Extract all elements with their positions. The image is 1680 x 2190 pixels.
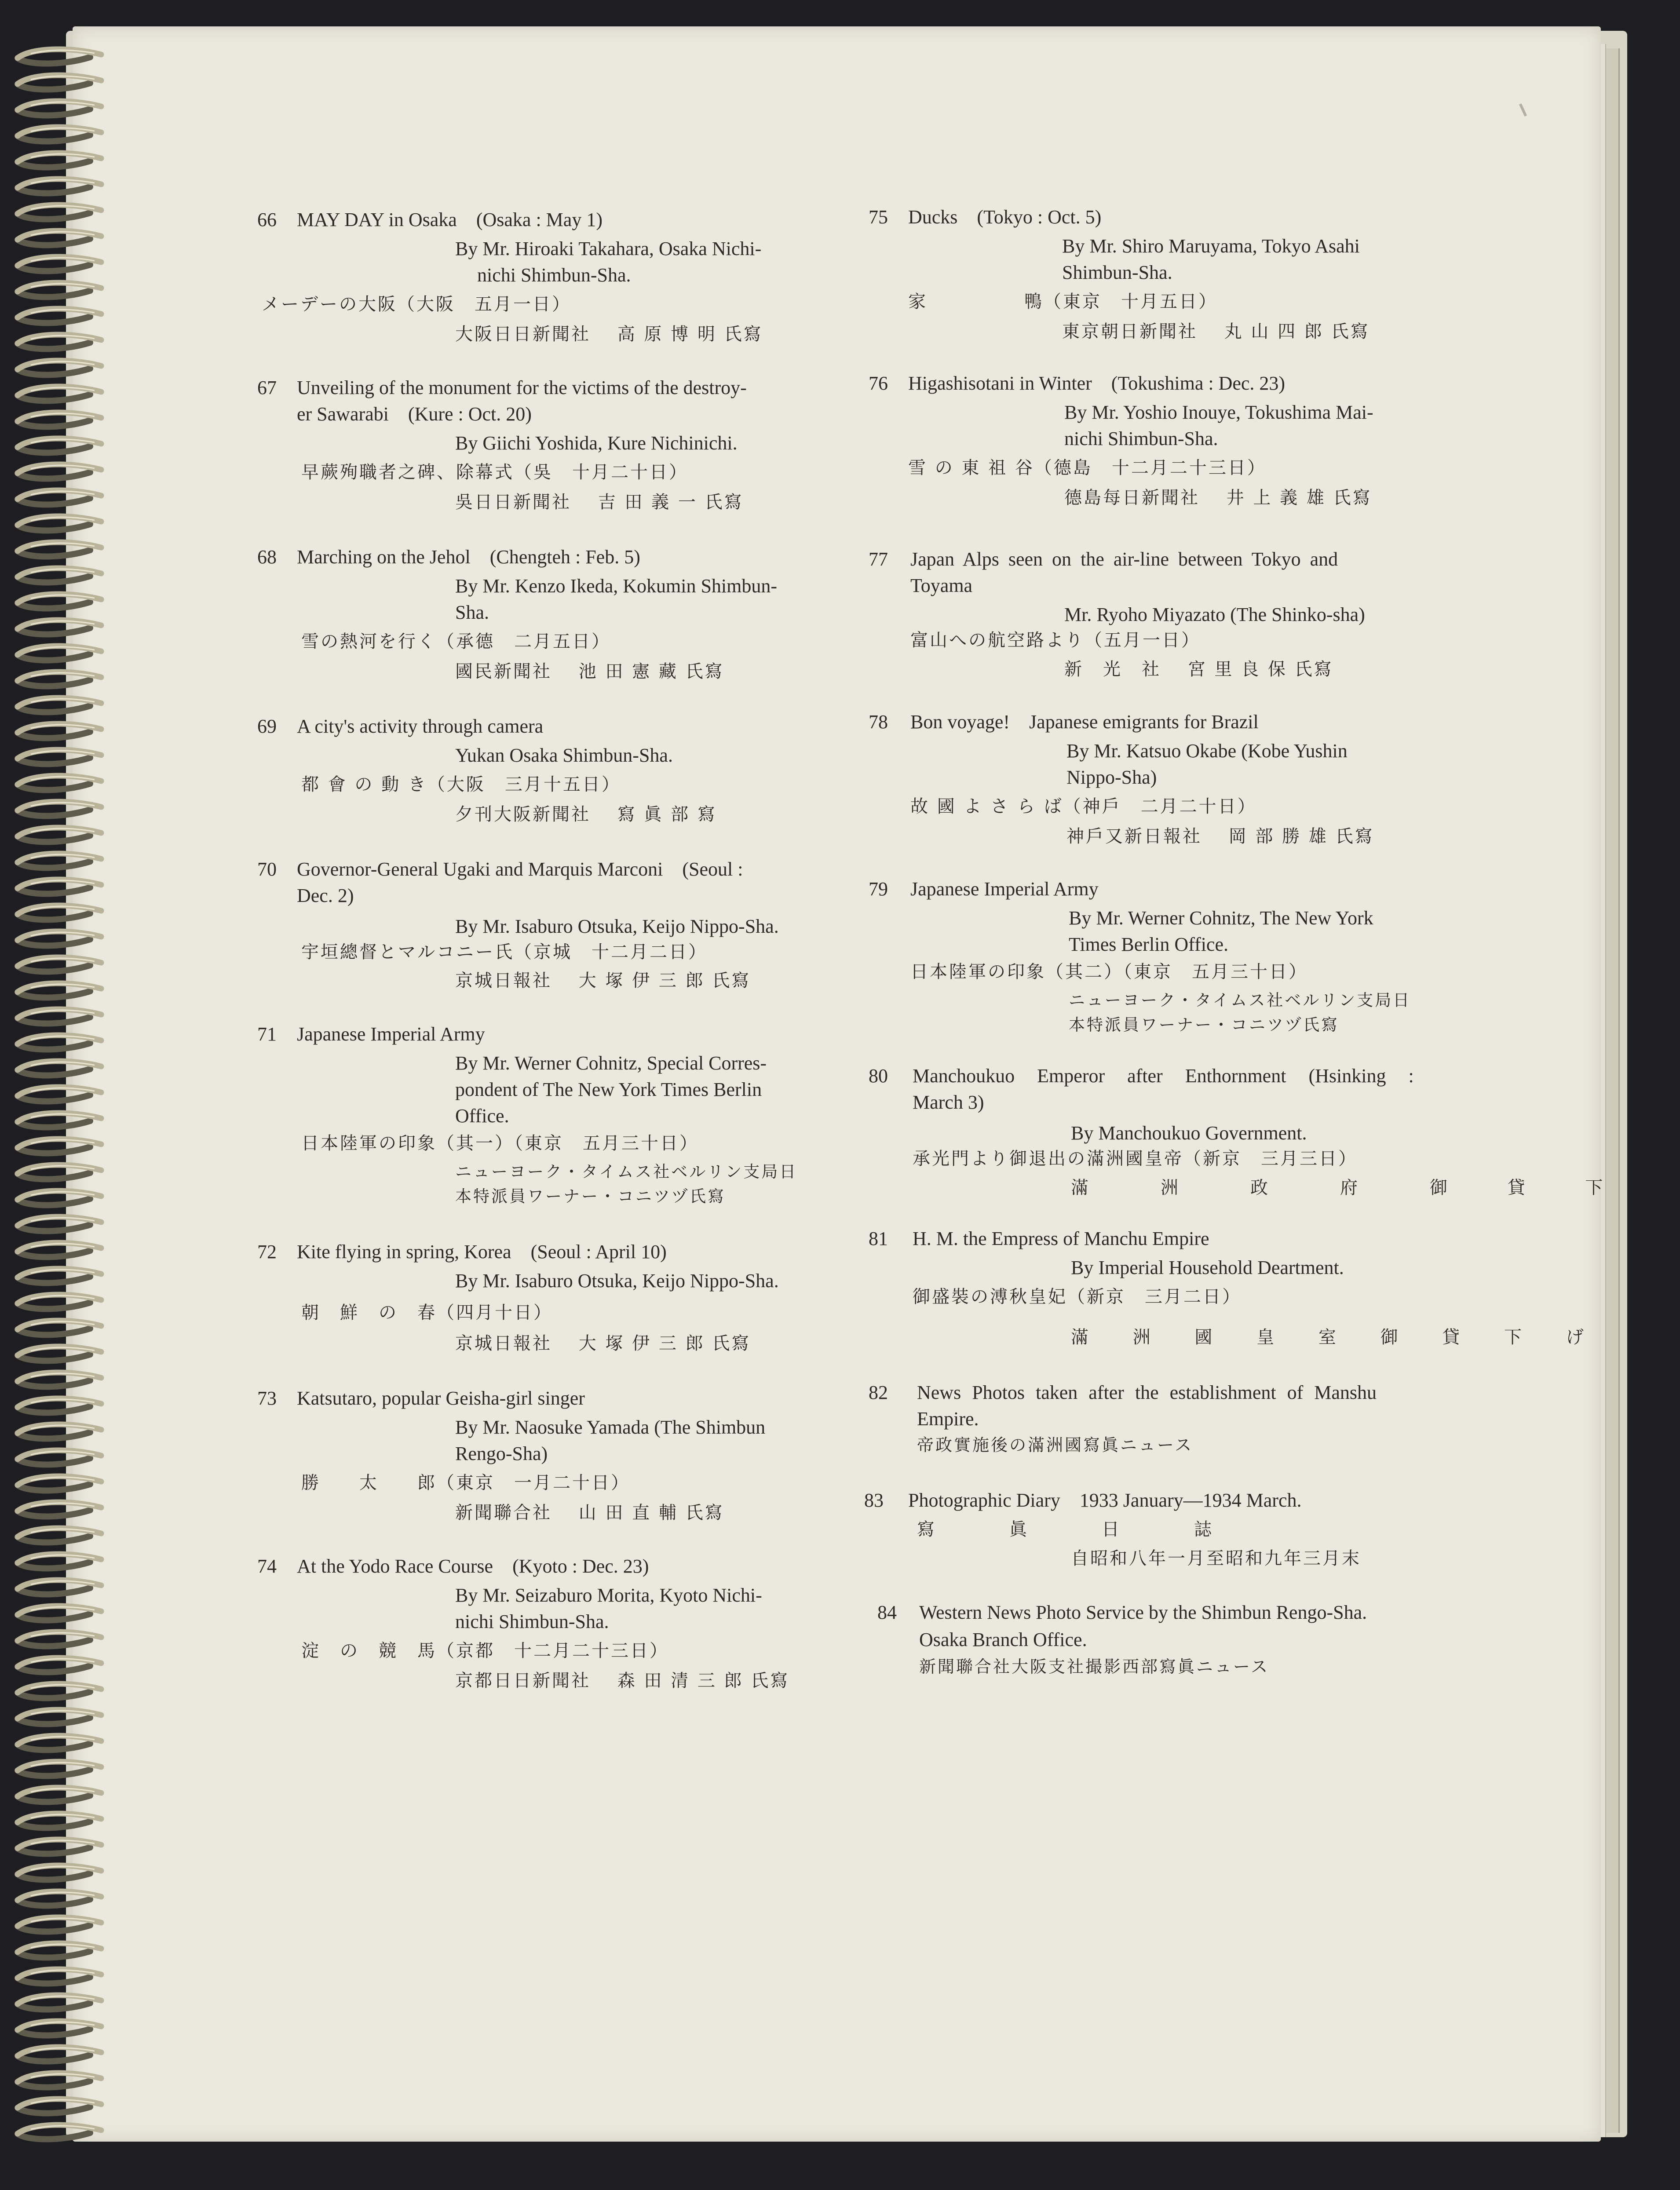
- spiral-coil: [18, 1891, 101, 1905]
- entry-jp-title: 朝 鮮 の 春（四月十日）: [301, 1303, 553, 1323]
- spiral-binding: [0, 0, 132, 2190]
- spiral-coil: [18, 854, 101, 868]
- spiral-coil: [18, 1969, 101, 1983]
- spiral-coil: [18, 438, 101, 453]
- entry-credit-line: By Mr. Kenzo Ikeda, Kokumin Shimbun-: [455, 575, 778, 597]
- spiral-coil: [18, 594, 101, 608]
- entry-jp-title: 雪 の 東 祖 谷（德島 十二月二十三日）: [908, 458, 1267, 478]
- spiral-coil: [18, 1528, 101, 1542]
- spiral-coil: [18, 1424, 101, 1438]
- spiral-coil: [18, 1710, 101, 1724]
- spiral-coil: [18, 983, 101, 997]
- entry-title: Japan Alps seen on the air-line between Tokyo and: [910, 548, 1338, 570]
- spiral-coil: [18, 1995, 101, 2009]
- entry-jp-title: 御盛裝の溥秋皇妃（新京 三月二日）: [913, 1287, 1242, 1307]
- entry-number: 79: [869, 878, 888, 900]
- spiral-coil: [18, 750, 101, 764]
- spiral-coil: [18, 2021, 101, 2035]
- entry-title-cont: Osaka Branch Office.: [919, 1629, 1087, 1650]
- spiral-coil: [18, 2073, 101, 2087]
- spiral-coil: [18, 568, 101, 582]
- spiral-coil: [18, 490, 101, 504]
- spiral-coil: [18, 1061, 101, 1075]
- entry-title: Bon voyage! Japanese emigrants for Brazil: [910, 711, 1259, 733]
- entry-jp-title: 寫 眞 日 誌: [917, 1519, 1225, 1540]
- entry-credit-line: By Manchoukuo Government.: [1071, 1122, 1307, 1144]
- entry-credit-line: By Mr. Werner Cohnitz, Special Corres-: [455, 1052, 767, 1074]
- entry-credit-line: Shimbun-Sha.: [1062, 262, 1172, 283]
- entry-jp-title: 宇垣總督とマルコニー氏（京城 十二月二日）: [301, 942, 708, 962]
- entry-credit-line: Sha.: [455, 602, 489, 623]
- entry-jp-title: 淀 の 競 馬（京都 十二月二十三日）: [301, 1641, 669, 1661]
- spiral-coil: [18, 335, 101, 349]
- spiral-coil: [18, 1113, 101, 1127]
- entry-number: 70: [257, 858, 277, 880]
- entry-jp-title: 早蕨殉職者之碑、除幕式（吳 十月二十日）: [301, 462, 688, 482]
- spiral-coil: [18, 1295, 101, 1309]
- spiral-coil: [18, 309, 101, 323]
- spiral-coil: [18, 1139, 101, 1153]
- spiral-coil: [18, 387, 101, 401]
- entry-jp-credit: 滿 洲 國 皇 室 御 貸 下 げ: [1071, 1327, 1603, 1347]
- spiral-coil: [18, 464, 101, 478]
- spiral-coil: [18, 101, 101, 115]
- entry-title: Manchoukuo Emperor after Enthornment (Hsinking :: [913, 1065, 1414, 1087]
- entry-jp-title: 都 會 の 動 き（大阪 三月十五日）: [301, 774, 621, 795]
- entry-jp-title: メーデーの大阪（大阪 五月一日）: [262, 294, 571, 314]
- spiral-coil: [18, 1865, 101, 1880]
- spiral-coil: [18, 1762, 101, 1776]
- spiral-coil: [18, 1502, 101, 1516]
- entry-credit-line: By Mr. Naosuke Yamada (The Shimbun: [455, 1416, 766, 1438]
- entry-title: Japanese Imperial Army: [910, 878, 1099, 900]
- entry-title: Unveiling of the monument for the victims of the destroy-: [297, 377, 747, 398]
- entry-number: 81: [869, 1228, 888, 1249]
- spiral-coil: [18, 127, 101, 141]
- entry-jp-credit: 京城日報社 大 塚 伊 三 郎 氏寫: [455, 1333, 751, 1354]
- entry-number: 69: [257, 715, 277, 737]
- entry-title: MAY DAY in Osaka (Osaka : May 1): [297, 209, 603, 230]
- spiral-coil: [18, 620, 101, 634]
- entry-jp-credit: 新 光 社 宮 里 良 保 氏寫: [1064, 659, 1333, 679]
- spiral-coil: [18, 957, 101, 971]
- spiral-coil: [18, 828, 101, 842]
- entry-number: 82: [869, 1382, 888, 1403]
- spiral-coil: [18, 672, 101, 686]
- spiral-coil: [18, 516, 101, 530]
- spiral-coil: [18, 1840, 101, 1854]
- spiral-coil: [18, 205, 101, 219]
- entry-jp-credit: 東京朝日新聞社 丸 山 四 郎 氏寫: [1062, 321, 1370, 342]
- entry-credit-line: Nippo-Sha): [1066, 766, 1157, 788]
- entry-credit-line: By Giichi Yoshida, Kure Nichinichi.: [455, 432, 738, 454]
- spiral-coil: [18, 1554, 101, 1568]
- entry-credit-line: Times Berlin Office.: [1069, 934, 1228, 955]
- entry-number: 77: [869, 548, 888, 570]
- entry-number: 73: [257, 1387, 277, 1409]
- spiral-coil: [18, 231, 101, 245]
- spiral-coil: [18, 1009, 101, 1023]
- entry-credit-line: By Mr. Werner Cohnitz, The New York: [1069, 907, 1373, 929]
- entry-number: 76: [869, 372, 888, 394]
- spiral-coil: [18, 1087, 101, 1101]
- entry-title: Japanese Imperial Army: [297, 1023, 485, 1045]
- entry-credit-line: Rengo-Sha): [455, 1443, 548, 1464]
- spiral-coil: [18, 179, 101, 193]
- entry-jp-credit: 新聞聯合社 山 田 直 輔 氏寫: [455, 1503, 724, 1523]
- entry-number: 74: [257, 1555, 277, 1577]
- spiral-coil: [18, 776, 101, 790]
- entry-title: Higashisotani in Winter (Tokushima : Dec. 23): [908, 372, 1286, 394]
- entry-number: 83: [864, 1489, 884, 1511]
- entry-jp-credit: 吳日日新聞社 吉 田 義 一 氏寫: [455, 492, 744, 512]
- entry-title: Ducks (Tokyo : Oct. 5): [908, 206, 1102, 228]
- entry-title: A city's activity through camera: [297, 715, 544, 737]
- spiral-coil: [18, 153, 101, 167]
- entry-credit-line: By Mr. Isaburo Otsuka, Keijo Nippo-Sha.: [455, 916, 779, 937]
- entry-title-cont: er Sawarabi (Kure : Oct. 20): [297, 403, 532, 425]
- spiral-coil: [18, 1269, 101, 1283]
- entry-number: 80: [869, 1065, 888, 1087]
- entry-jp-title: 承光門より御退出の滿洲國皇帝（新京 三月三日）: [913, 1149, 1358, 1169]
- entry-jp-title: 家 鴨（東京 十月五日）: [908, 292, 1218, 312]
- spiral-coil: [18, 361, 101, 375]
- spiral-coil: [18, 1814, 101, 1828]
- entry-jp-title: 故 國 よ さ ら ば（神戶 二月二十日）: [910, 796, 1257, 817]
- entry-credit-line: pondent of The New York Times Berlin: [455, 1079, 762, 1100]
- spiral-coil: [18, 1632, 101, 1646]
- entry-credit-line: By Mr. Seizaburo Morita, Kyoto Nichi-: [455, 1584, 762, 1606]
- entry-title-cont: Toyama: [910, 575, 973, 596]
- spiral-coil: [18, 257, 101, 271]
- entry-title: Marching on the Jehol (Chengteh : Feb. 5): [297, 546, 640, 568]
- entry-credit-line: Office.: [455, 1105, 509, 1127]
- entry-credit-line: nichi Shimbun-Sha.: [1064, 428, 1218, 449]
- entry-number: 67: [257, 377, 277, 398]
- entry-number: 75: [869, 206, 888, 228]
- spiral-coil: [18, 1476, 101, 1490]
- entry-jp-title: 雪の熱河を行く（承德 二月五日）: [301, 631, 611, 652]
- entry-jp-title: 勝 太 郎（東京 一月二十日）: [301, 1473, 630, 1493]
- entry-credit-line: By Mr. Hiroaki Takahara, Osaka Nichi-: [455, 238, 762, 259]
- entry-number: 66: [257, 209, 277, 230]
- entry-jp-credit: 國民新聞社 池 田 憲 藏 氏寫: [455, 661, 724, 682]
- spiral-coil: [18, 1684, 101, 1698]
- entry-credit-line: By Mr. Isaburo Otsuka, Keijo Nippo-Sha.: [455, 1270, 779, 1292]
- entry-jp-credit: 本特派員ワーナー・コニツヅ氏寫: [455, 1187, 726, 1206]
- entry-title: H. M. the Empress of Manchu Empire: [913, 1228, 1209, 1249]
- entry-title: Photographic Diary 1933 January—1934 March.: [908, 1489, 1302, 1511]
- spiral-coil: [18, 1035, 101, 1049]
- entry-jp-credit: 夕刊大阪新聞社 寫 眞 部 寫: [455, 804, 717, 825]
- entry-title-cont: Dec. 2): [297, 885, 354, 906]
- spiral-coil: [18, 2099, 101, 2113]
- spiral-coil: [18, 646, 101, 660]
- entry-jp-credit: 滿 洲 政 府 御 貸 下: [1071, 1178, 1630, 1198]
- spiral-coil: [18, 1943, 101, 1957]
- entry-title-cont: Empire.: [917, 1408, 979, 1430]
- entry-jp-title: 日本陸軍の印象（其一）（東京 五月三十日）: [301, 1133, 699, 1153]
- spiral-coil: [18, 880, 101, 894]
- entry-jp-title: 帝政實施後の滿洲國寫眞ニュース: [917, 1435, 1194, 1455]
- entry-title: Western News Photo Service by the Shimbun Rengo-Sha.: [919, 1602, 1367, 1623]
- spiral-coil: [18, 1450, 101, 1464]
- entry-credit-line: By Imperial Household Deartment.: [1071, 1257, 1344, 1278]
- spiral-coil: [18, 1347, 101, 1361]
- entry-jp-title: 新聞聯合社大阪支社撮影西部寫眞ニュース: [919, 1657, 1270, 1676]
- entry-title-cont: March 3): [913, 1091, 984, 1113]
- entry-jp-credit: ニューヨーク・タイムス社ベルリン支局日: [455, 1162, 798, 1181]
- spiral-coil: [18, 802, 101, 816]
- entry-title: Governor-General Ugaki and Marquis Marconi (Seoul :: [297, 858, 743, 880]
- entry-title: Kite flying in spring, Korea (Seoul : April 10): [297, 1241, 667, 1263]
- spiral-coil: [18, 1788, 101, 1802]
- entry-jp-credit: 神戶又新日報社 岡 部 勝 雄 氏寫: [1066, 826, 1374, 847]
- entry-jp-credit: 京城日報社 大 塚 伊 三 郎 氏寫: [455, 971, 751, 991]
- spiral-coil: [18, 1658, 101, 1672]
- spiral-coil: [18, 2047, 101, 2061]
- entry-number: 68: [257, 546, 277, 568]
- entry-number: 84: [877, 1602, 897, 1623]
- spiral-coil: [18, 2125, 101, 2139]
- entry-title: News Photos taken after the establishment of Manshu: [917, 1382, 1377, 1403]
- entry-credit-line: nichi Shimbun-Sha.: [455, 1611, 609, 1632]
- spiral-coil: [18, 1321, 101, 1335]
- spiral-coil: [18, 1372, 101, 1387]
- entry-credit-line: By Mr. Katsuo Okabe (Kobe Yushin: [1066, 740, 1348, 762]
- entry-jp-title: 日本陸軍の印象（其二）（東京 五月三十日）: [910, 962, 1308, 982]
- entry-title: Katsutaro, popular Geisha-girl singer: [297, 1387, 585, 1409]
- spiral-coil: [18, 542, 101, 556]
- spiral-coil: [18, 1736, 101, 1750]
- spiral-coil: [18, 698, 101, 712]
- entry-credit-line: By Mr. Shiro Maruyama, Tokyo Asahi: [1062, 235, 1360, 257]
- spiral-coil: [18, 412, 101, 427]
- entry-number: 78: [869, 711, 888, 733]
- entry-title: At the Yodo Race Course (Kyoto : Dec. 23): [297, 1555, 649, 1577]
- spiral-coil: [18, 1580, 101, 1594]
- entry-jp-credit: 本特派員ワーナー・コニツヅ氏寫: [1069, 1015, 1339, 1034]
- spiral-coil: [18, 905, 101, 920]
- spiral-coil: [18, 49, 101, 63]
- spiral-coil: [18, 1243, 101, 1257]
- entry-credit-line: nichi Shimbun-Sha.: [477, 264, 631, 286]
- entry-jp-credit: 自昭和八年一月至昭和九年三月末: [1071, 1548, 1361, 1569]
- entry-jp-credit: ニューヨーク・タイムス社ベルリン支局日: [1069, 991, 1411, 1010]
- spiral-coil: [18, 1217, 101, 1231]
- spiral-coil: [18, 283, 101, 297]
- spiral-coil: [18, 931, 101, 945]
- entry-credit-line: Yukan Osaka Shimbun-Sha.: [455, 745, 673, 766]
- entry-jp-credit: 德島每日新聞社 井 上 義 雄 氏寫: [1064, 488, 1372, 508]
- spiral-coil: [18, 75, 101, 89]
- entry-credit-line: Mr. Ryoho Miyazato (The Shinko-sha): [1064, 604, 1365, 625]
- spiral-coil: [18, 724, 101, 738]
- entry-credit-line: By Mr. Yoshio Inouye, Tokushima Mai-: [1064, 402, 1373, 423]
- entry-number: 72: [257, 1241, 277, 1263]
- spiral-coil: [18, 1917, 101, 1931]
- spiral-coil: [18, 1191, 101, 1205]
- entry-jp-title: 富山への航空路より（五月一日）: [910, 630, 1201, 650]
- entry-jp-credit: 京都日日新聞社 森 田 清 三 郎 氏寫: [455, 1671, 790, 1691]
- entry-number: 71: [257, 1023, 277, 1045]
- spiral-coil: [18, 1165, 101, 1179]
- spiral-coil: [18, 1606, 101, 1620]
- spiral-coil: [18, 1398, 101, 1413]
- entry-jp-credit: 大阪日日新聞社 高 原 博 明 氏寫: [455, 324, 763, 344]
